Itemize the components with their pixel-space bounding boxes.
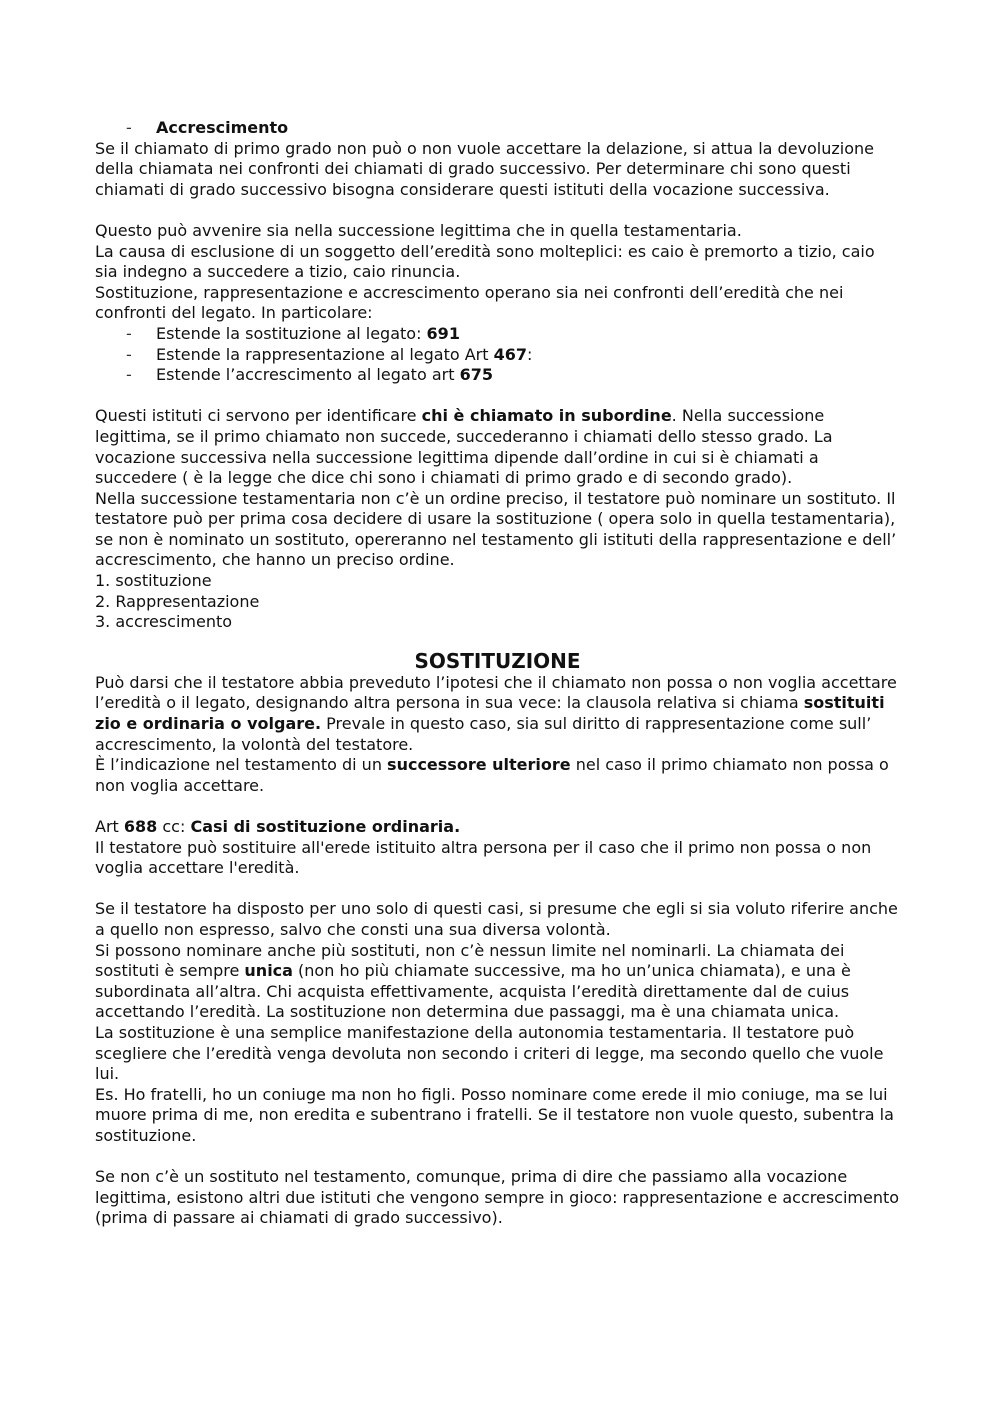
list-item: [95, 118, 900, 139]
article-number: 691: [426, 323, 460, 343]
heading-list: [95, 118, 900, 139]
article-heading: Art 688 cc: Casi di sostituzione ordinaria.: [95, 817, 461, 836]
list-item: [95, 345, 900, 366]
item-heading: Accrescimento: [156, 118, 289, 137]
paragraph: Es. Ho fratelli, ho un coniuge ma non ho figli. Posso nominare come erede il mio coniuge, ma se lui muore prima di me, non eredita e subentrano i fratelli. Se il testatore non vuole questo, subentra la sostituzione.: [95, 1084, 894, 1145]
paragraph: Nella successione testamentaria non c’è un ordine preciso, il testatore può nominare un sostituto. Il testatore può per prima cosa decidere di usare la sostituzione ( opera solo in quella testamentaria), se non è nominato un sostituto, opereranno nel testamento gli istituti della rappresentazione e dell’ accrescimento, che hanno un preciso ordine.: [95, 488, 897, 570]
paragraph: La sostituzione è una semplice manifestazione della autonomia testamentaria. Il testatore può scegliere che l’eredità venga devoluta non secondo i criteri di legge, ma secondo quello che vuole lui.: [95, 1022, 884, 1084]
numbered-item: 1. sostituzione: [95, 571, 212, 591]
list-item-text: Estende la sostituzione al legato:: [156, 323, 427, 343]
article-number: 688: [123, 817, 158, 836]
dash-bullet-icon: -: [126, 365, 132, 385]
section-title: SOSTITUZIONE: [414, 648, 581, 673]
paragraph: Questo può avvenire sia nella successione legittima che in quella testamentaria.: [95, 220, 742, 240]
numbered-item: 2. Rappresentazione: [95, 591, 260, 611]
list-item-text: Estende la rappresentazione al legato Art: [156, 344, 494, 364]
list-item: [95, 365, 900, 386]
paragraph: Si possono nominare anche più sostituti, non c’è nessun limite nel nominarli. La chiamata dei sostituti è sempre unica (non ho più chiamate successive, ma ho un’unica chiamata), e una è subordinata all’altra. Chi acquista effettivamente, acquista l’eredità direttamente dal de cuius accettando l’eredità. La sostituzione non determina due passaggi, ma è una chiamata unica.: [95, 940, 851, 1022]
article-number: 675: [459, 365, 493, 385]
dash-bullet-icon: -: [126, 118, 132, 137]
paragraph: Il testatore può sostituire all'erede istituito altra persona per il caso che il primo non possa o non voglia accettare l'eredità.: [95, 837, 872, 878]
bold-phrase: chi è chiamato in subordine: [421, 406, 672, 426]
list-item: [95, 324, 900, 345]
article-title: Casi di sostituzione ordinaria.: [190, 817, 461, 836]
paragraph: È l’indicazione nel testamento di un successore ulteriore nel caso il primo chiamato non possa o non voglia accettare.: [95, 755, 889, 795]
article-number: 467: [493, 344, 528, 364]
bold-phrase: successore ulteriore: [387, 755, 571, 775]
paragraph: Può darsi che il testatore abbia preveduto l’ipotesi che il chiamato non possa o non voglia accettare l’eredità o il legato, designando altra persona in sua vece: la clausola relativa si chiama sostituiti zio e ordinaria o volgare. Prevale in questo caso, sia sul diritto di rappresentazione come sull’ accrescimento, la volontà del testatore.: [95, 672, 897, 754]
bold-phrase: sostituiti zio e ordinaria o volgare.: [95, 693, 885, 734]
list-item-text: Estende l’accrescimento al legato art: [156, 365, 460, 385]
paragraph: Questi istituti ci servono per identificare chi è chiamato in subordine. Nella successione legittima, se il primo chiamato non succede, succederanno i chiamati dello stesso grado. La vocazione successiva nella successione legittima dipende dall’ordine in cui si è chiamati a succedere ( è la legge che dice chi sono i chiamati di primo grado e di secondo grado).: [95, 406, 833, 488]
paragraph: La causa di esclusione di un soggetto dell’eredità sono molteplici: es caio è premorto a tizio, caio sia indegno a succedere a tizio, caio rinuncia.: [95, 241, 875, 282]
paragraph: Se il testatore ha disposto per uno solo di questi casi, si presume che egli si sia voluto riferire anche a quello non espresso, salvo che consti una sua diversa volontà.: [95, 899, 898, 939]
dash-bullet-icon: -: [126, 344, 132, 364]
list-item-suffix: :: [527, 344, 533, 364]
dash-bullet-icon: -: [126, 323, 132, 343]
numbered-item: 3. accrescimento: [95, 612, 233, 632]
paragraph: Se non c’è un sostituto nel testamento, comunque, prima di dire che passiamo alla vocazione legittima, esistono altri due istituti che vengono sempre in gioco: rappresentazione e accrescimento (prima di passare ai chiamati di grado successivo).: [95, 1167, 900, 1228]
paragraph: Sostituzione, rappresentazione e accrescimento operano sia nei confronti dell’eredità che nei confronti del legato. In particolare:: [95, 282, 844, 323]
bold-phrase: unica: [244, 961, 293, 981]
paragraph: Se il chiamato di primo grado non può o non vuole accettare la delazione, si attua la devoluzione della chiamata nei confronti dei chiamati di grado successivo. Per determinare chi sono questi chiamati di grado successivo bisogna considerare questi istituti della vocazione successiva.: [95, 138, 874, 199]
articles-list: [95, 324, 900, 386]
